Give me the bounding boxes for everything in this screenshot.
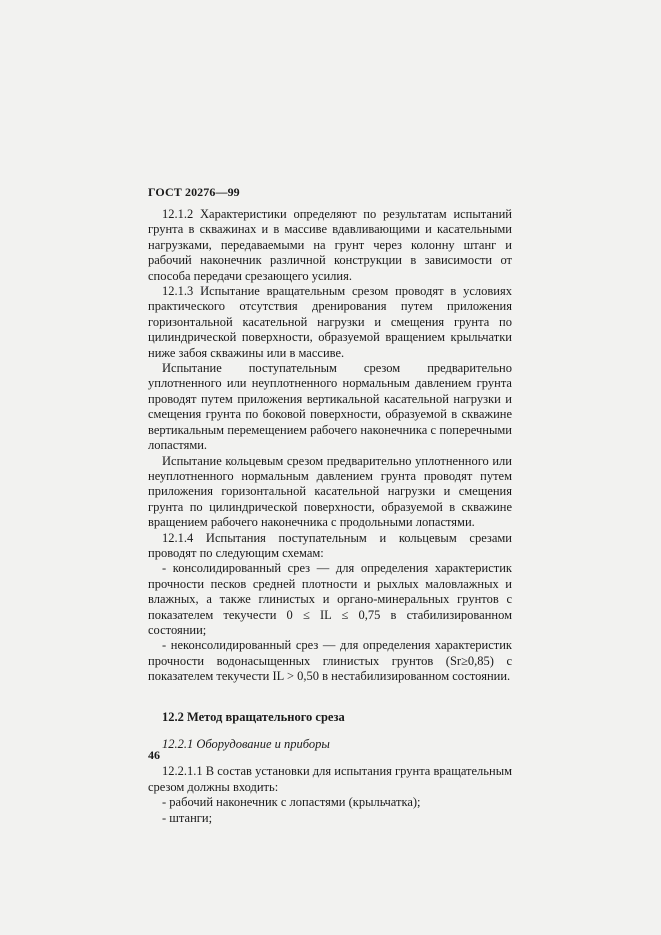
paragraph-12-1-3: 12.1.3 Испытание вращательным срезом проводят в условиях практического отсутствия дренирования путем приложения горизонтальной касательной нагрузки и смещения грунта по цилиндрической поверхности, образуемой вращением крыльчатки ниже забоя скважины или в массиве. [148,284,512,360]
list-item-rods: - штанги; [162,810,213,825]
paragraph-translational-shear: Испытание поступательным срезом предварительно уплотненного или неуплотненного нормальным давлением грунта проводят путем приложения вертикальной касательной нагрузки и смещения грунта по боковой поверхности, образуемой в скважине вертикальным перемещением рабочего наконечника с поперечными лопастями. [148,361,512,453]
list-item-consolidated: - консолидированный срез — для определения характеристик прочности песков средней плотности и рыхлых маловлажных и влажных, а также глинистых и органо-минеральных грунтов с показателем текучести 0 ≤ IL ≤ 0,75 в стабилизированном состоянии; [148,561,512,637]
paragraph-12-1-4: 12.1.4 Испытания поступательным и кольцевым срезами проводят по следующим схемам: [148,530,512,560]
list-item-working-tip: - рабочий наконечник с лопастями (крыльчатка); [162,795,421,810]
document-code-header: ГОСТ 20276—99 [148,185,240,199]
list-item-unconsolidated: - неконсолидированный срез — для определения характеристик прочности водонасыщенных глинистых грунтов (Sr≥0,85) с показателем текучести IL > 0,50 в нестабилизированном состоянии. [148,638,512,684]
paragraph-ring-shear: Испытание кольцевым срезом предварительно уплотненного или неуплотненного нормальным давлением грунта проводят путем приложения горизонтальной касательной нагрузки и смещения грунта по цилиндрической поверхности, образуемой в скважине вращением рабочего наконечника с продольными лопастями. [148,453,512,530]
paragraph-12-1-2: 12.1.2 Характеристики определяют по результатам испытаний грунта в скважинах и в массиве вдавливающими и касательными нагрузками, передаваемыми на грунт через колонну штанг и рабочий наконечник различной конструкции в зависимости от способа передачи срезающего усилия. [148,207,512,283]
paragraph-12-2-1-1: 12.2.1.1 В состав установки для испытания грунта вращательным срезом должны входить: [148,764,512,794]
document-body [148,207,512,826]
section-heading: 12.2 Метод вращательного среза [162,709,345,724]
subsection-heading: 12.2.1 Оборудование и приборы [162,737,330,751]
page-number: 46 [148,748,160,762]
